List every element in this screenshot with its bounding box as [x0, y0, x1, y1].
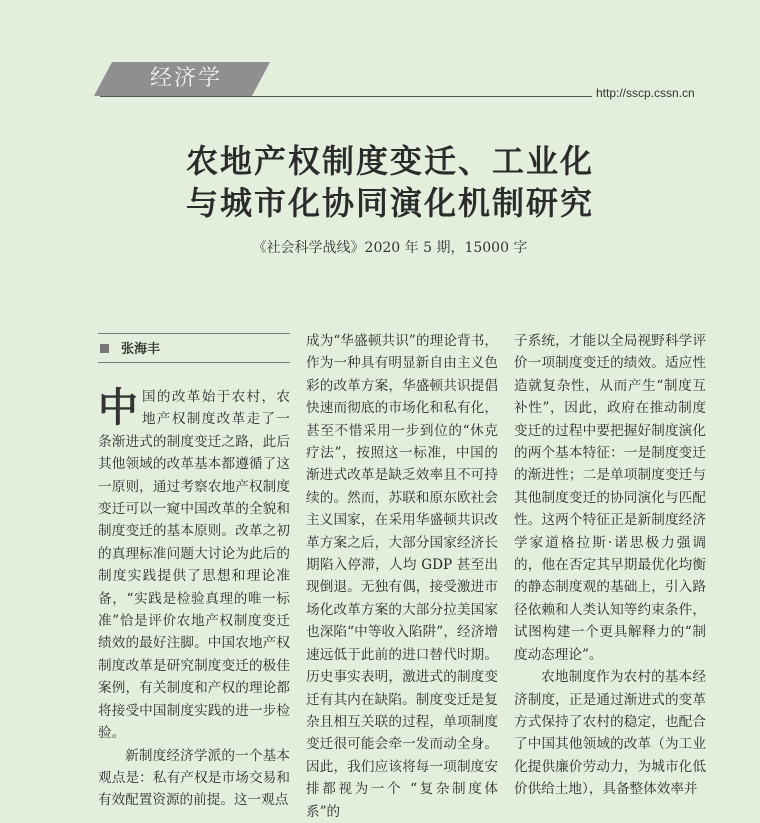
- article-source: 《社会科学战线》2020 年 5 期，15000 字: [252, 240, 528, 256]
- title-line-2: 与城市化协同演化机制研究: [185, 184, 594, 222]
- author-rule-top: [98, 333, 290, 334]
- author-marker-icon: [100, 344, 109, 353]
- column-3: [514, 330, 706, 801]
- title-line-1: 农地产权制度变迁、工业化: [185, 142, 594, 180]
- column-1: [98, 386, 290, 812]
- author-rule-bottom: [98, 362, 290, 363]
- author-name: 张海丰: [121, 342, 161, 357]
- drop-cap: 中: [98, 384, 138, 431]
- column-2: [306, 330, 498, 823]
- header-rule: [100, 96, 592, 97]
- article-title: [100, 140, 680, 224]
- col1-paragraph-2: 新制度经济学派的一个基本观点是：私有产权是市场交易和有效配置资源的前提。这一观点: [98, 747, 290, 809]
- section-label: 经济学: [150, 66, 223, 91]
- col1-paragraph-1-text: 国的改革始于农村，农地产权制度改革走了一条渐进式的制度变迁之路，此后其他领域的改革基本都遵循了这一原则，通过考察农地产权制度变迁可以一窥中国改革的全貌和制度变迁的基本原则。改革之初的真理标准问题大讨论为此后的制度实践提供了思想和理论准备，“实践是检验真理的唯一标准”恰是评价农地产权制度变迁绩效的最好注脚。中国农地产权制度改革是研究制度变迁的极佳案例，有关制度和产权的理论都将接受中国制度实践的进一步检验。: [98, 389, 290, 742]
- author-byline: [100, 338, 160, 357]
- col2-paragraph-1: 成为“华盛顿共识”的理论背书，作为一种具有明显新自由主义色彩的改革方案，华盛顿共识提倡快速而彻底的市场化和私有化，甚至不惜采用一步到位的“休克疗法”，按照这一标准，中国的渐进式改革是缺乏效率且不可持续的。然而，苏联和原东欧社会主义国家，在采用华盛顿共识改革方案之后，大部分国家经济长期陷入停滞，人均 GDP 甚至出现倒退。无独有偶，接受激进市场化改革方案的大部分拉美国家也深陷“中等收入陷阱”，经济增速远低于此前的进口替代时期。历史事实表明，激进式的制度变迁有其内在缺陷。制度变迁是复杂且相互关联的过程，单项制度变迁很可能会牵一发而动全身。因此，我们应该将每一项制度安排都视为一个 “复杂制度体系”的: [306, 333, 498, 820]
- col3-paragraph-1: 子系统，才能以全局视野科学评价一项制度变迁的绩效。适应性造就复杂性，从而产生“制度互补性”，因此，政府在推动制度变迁的过程中要把握好制度演化的两个基本特征：一是制度变迁的渐进性；二是单项制度变迁与其他制度变迁的协同演化与匹配性。这两个特征正是新制度经济学家道格拉斯·诺思极力强调的，他在否定其早期最优化均衡的静态制度观的基础上，引入路径依赖和人类认知等约束条件，试图构建一个更具解释力的“制度动态理论”。: [514, 333, 706, 663]
- col1-paragraph-1: [98, 386, 290, 745]
- col3-paragraph-2: 农地制度作为农村的基本经济制度，正是通过渐进式的变革方式保持了农村的稳定，也配合了中国其他领域的改革（为工业化提供廉价劳动力，为城市化低价供给土地），具备整体效率并: [514, 669, 706, 798]
- header-url[interactable]: http://sscp.cssn.cn: [596, 86, 695, 100]
